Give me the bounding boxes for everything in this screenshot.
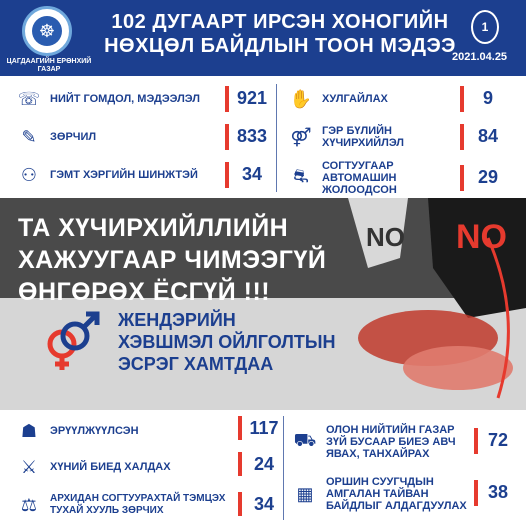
emblem-icon: ☸ (32, 16, 62, 46)
document-icon: ✎ (21, 126, 37, 147)
stat-row (292, 470, 518, 518)
stat-value: 921 (236, 88, 268, 108)
title-line-1: 102 ДУГААРТ ИРСЭН ХОНОГИЙН (111, 11, 449, 33)
red-accent-bar (460, 124, 464, 150)
building-icon: ▦ (296, 483, 314, 504)
dark-figure (428, 198, 526, 318)
stat-row (292, 418, 518, 466)
stat-value: 833 (236, 126, 268, 146)
stat-value: 84 (477, 126, 499, 146)
stat-row (16, 450, 278, 484)
stat-label: АРХИДАН СОГТУУРАХТАЙ ТЭМЦЭХ ТУХАЙ ХУУЛЬ ЗӨРЧИХ (50, 493, 226, 516)
stat-value: 34 (241, 164, 263, 184)
calendar-icon: 1 (471, 10, 499, 44)
stat-label: ХУЛГАЙЛАХ (322, 93, 388, 105)
stat-value: 72 (487, 430, 509, 450)
police-logo (22, 6, 72, 56)
phone-icon: ☏ (17, 88, 41, 109)
title-line-2: НӨХЦӨЛ БАЙДЛЫН ТООН МЭДЭЭ (104, 35, 456, 57)
gavel-icon: ⚖ (20, 494, 38, 515)
stat-label: ЗӨРЧИЛ (50, 131, 97, 143)
stat-label: СОГТУУГААР АВТОМАШИН ЖОЛООДСОН (322, 160, 397, 196)
slogan-line: ӨНГӨРӨХ ЁСГҮЙ !!! (18, 278, 271, 306)
drunk-person-icon: ☗ (20, 420, 38, 441)
slogan-line: ТА ХҮЧИРХИЙЛЛИЙН (18, 214, 289, 242)
top-stats-panel (0, 76, 526, 198)
awareness-banner (0, 198, 526, 410)
stat-label: НИЙТ ГОМДОЛ, МЭДЭЭЛЭЛ (50, 93, 200, 105)
banner-slogan (18, 212, 326, 308)
gender-symbol-icon (40, 310, 102, 372)
theft-icon: ✋ (289, 88, 313, 109)
gender-text-line: ХЭВШМЭЛ ОЙЛГОЛТЫН (118, 332, 336, 352)
report-date: 2021.04.25 (452, 51, 508, 63)
stat-value: 117 (249, 418, 279, 438)
family-icon: ⚤ (290, 126, 312, 147)
red-accent-bar (225, 162, 229, 188)
stat-row (16, 158, 271, 192)
no-violence-illustration (338, 198, 526, 410)
stat-row (288, 158, 518, 198)
gender-text-line: ЖЕНДЭРИЙН (118, 310, 236, 330)
stat-row (16, 486, 278, 524)
slogan-line: ХАЖУУГААР ЧИМЭЭГҮЙ (18, 246, 327, 274)
stat-row (16, 414, 278, 448)
stat-value: 9 (482, 88, 493, 108)
red-accent-bar (225, 124, 229, 150)
person-icon: ⚇ (20, 164, 38, 185)
stat-label: ЭРҮҮЛЖҮҮЛСЭН (50, 425, 139, 437)
stat-value: 38 (487, 482, 509, 502)
stat-row (288, 120, 518, 154)
red-accent-bar (225, 86, 229, 112)
car-alcohol-icon: ⛐ (293, 166, 309, 186)
red-accent-bar (460, 165, 464, 191)
stat-value: 34 (253, 494, 275, 514)
header-banner (0, 0, 526, 76)
assault-icon: ⚔ (20, 456, 38, 477)
page-title (100, 10, 460, 58)
bottom-stats-panel (0, 410, 526, 526)
stat-label: ОРШИН СУУГЧДЫН АМГАЛАН ТАЙВАН БАЙДЛЫГ АЛДАГДУУЛАХ (326, 476, 467, 512)
no-text-left: NO (366, 222, 405, 252)
stat-label: ХҮНИЙ БИЕД ХАЛДАХ (50, 461, 171, 473)
stat-value: 29 (477, 167, 499, 187)
red-accent-bar (460, 86, 464, 112)
stat-label: ГЭМТ ХЭРГИЙН ШИНЖТЭЙ (50, 169, 198, 181)
no-text-right: NO (456, 218, 507, 256)
stat-label: ОЛОН НИЙТИЙН ГАЗАР ЗҮЙ БУСААР БИЕЭ АВЧ ЯВАХ, ТАНХАЙРАХ (326, 424, 456, 460)
car-icon: ⛟ (293, 430, 317, 450)
organization-name: ЦАГДААГИЙН ЕРӨНХИЙ ГАЗАР (6, 58, 92, 73)
stat-row (16, 120, 271, 154)
stat-value: 24 (253, 454, 275, 474)
gender-text-line: ЭСРЭГ ХАМТДАА (118, 354, 274, 374)
stat-label: ГЭР БҮЛИЙН ХҮЧИРХИЙЛЭЛ (322, 125, 405, 149)
figures-shape (403, 346, 513, 390)
stat-row (16, 82, 271, 116)
stat-row (288, 82, 518, 116)
column-divider (276, 84, 277, 192)
